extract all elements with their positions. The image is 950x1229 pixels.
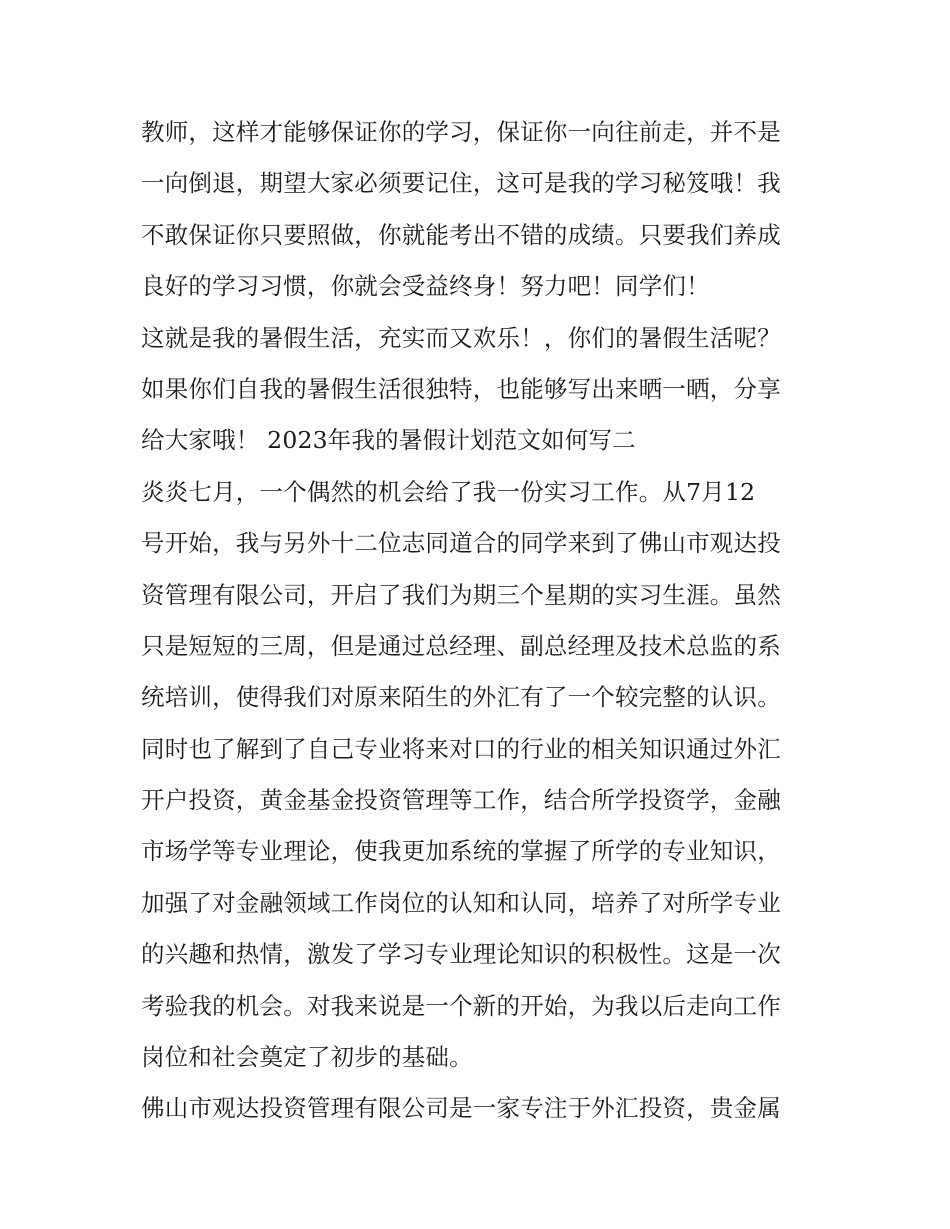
text-line: 考验我的机会。对我来说是一个新的开始，为我以后走向工作 bbox=[141, 991, 781, 1020]
text-line: 同时也了解到了自己专业将来对口的行业的相关知识通过外汇 bbox=[141, 734, 781, 763]
text-line: 这就是我的暑假生活，充实而又欢乐！，你们的暑假生活呢？ bbox=[141, 323, 781, 352]
text-line: 开户投资，黄金基金投资管理等工作，结合所学投资学，金融 bbox=[141, 786, 781, 815]
body-text bbox=[141, 107, 816, 1135]
text-line: 如果你们自我的暑假生活很独特，也能够写出来晒一晒，分享 bbox=[141, 374, 781, 403]
text-line: 一向倒退，期望大家必须要记住，这可是我的学习秘笈哦！我 bbox=[141, 169, 781, 198]
text-line: 给大家哦！ 2023年我的暑假计划范文如何写二 bbox=[141, 426, 636, 455]
text-line: 炎炎七月，一个偶然的机会给了我一份实习工作。从7月12 bbox=[141, 477, 756, 506]
text-line: 不敢保证你只要照做，你就能考出不错的成绩。只要我们养成 bbox=[141, 220, 781, 249]
text-line: 只是短短的三周，但是通过总经理、副总经理及技术总监的系 bbox=[141, 631, 781, 660]
text-line: 统培训，使得我们对原来陌生的外汇有了一个较完整的认识。 bbox=[141, 683, 781, 712]
text-line: 教师，这样才能够保证你的学习，保证你一向往前走，并不是 bbox=[141, 118, 781, 146]
text-line: 资管理有限公司，开启了我们为期三个星期的实习生涯。虽然 bbox=[141, 580, 781, 609]
text-line: 号开始，我与另外十二位志同道合的同学来到了佛山市观达投 bbox=[141, 529, 781, 558]
text-line: 岗位和社会奠定了初步的基础。 bbox=[141, 1043, 473, 1072]
text-line: 佛山市观达投资管理有限公司是一家专注于外汇投资，贵金属 bbox=[141, 1094, 781, 1123]
text-line: 的兴趣和热情，激发了学习专业理论知识的积极性。这是一次 bbox=[141, 940, 781, 969]
text-line: 市场学等专业理论，使我更加系统的掌握了所学的专业知识， bbox=[141, 837, 781, 866]
text-line: 良好的学习习惯，你就会受益终身！努力吧！同学们！ bbox=[141, 272, 710, 301]
text-line: 加强了对金融领域工作岗位的认知和认同，培养了对所学专业 bbox=[141, 888, 781, 917]
